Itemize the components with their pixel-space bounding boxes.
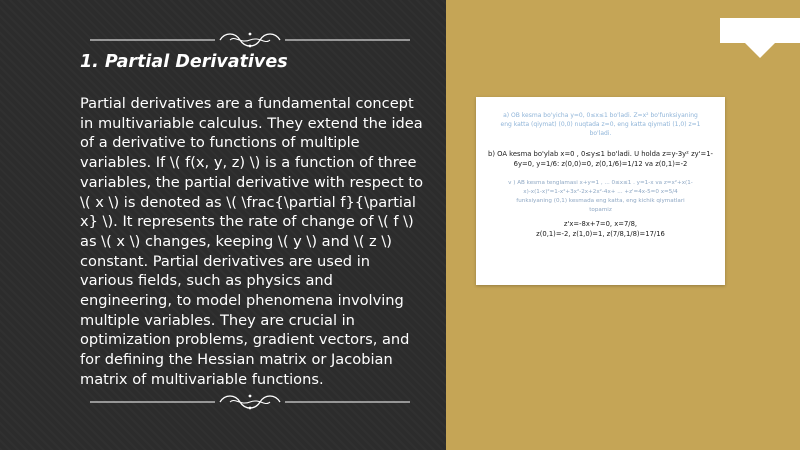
- image-text-line: a) OB kesma bo'yicha y=0, 0≤x≤1 bo'ladi. Z=x² bo'funksiyaning: [503, 112, 698, 119]
- slide-title: 1. Partial Derivatives: [80, 52, 288, 72]
- math-solution-image: [476, 97, 725, 285]
- slide-body-text: Partial derivatives are a fundamental concept in multivariable calculus. They extend the idea of a derivative to functions of multiple variables. If \( f(x, y, z) \) is a function of three variables, the partial derivative with respect to \( x \) is denoted as \( \frac{\partial f}{\partial x} \). It represents the rate of change of \( f \) as \( x \) changes, keeping \( y \) and \( z \) constant. Partial derivatives are used in various fields, such as physics and engineering, to model phenomena involving multiple variables. They are crucial in optimization problems, gradient vectors, and for defining the Hessian matrix or Jacobian matrix of multivariable functions.: [80, 95, 424, 388]
- image-text-line: eng katta (qiymat) (0,0) nuqtada z=0, eng katta qiymati (1,0) z=1: [500, 121, 701, 128]
- corner-tab-decoration: [720, 18, 800, 68]
- image-text-line: bo'ladi.: [589, 130, 612, 137]
- image-text-line: v ) AB kesma tenglamasi x+y=1 , ... 0≤x≤1 . y=1-x va z=x²+x(1-: [508, 180, 693, 186]
- image-text-line: funksiyaning (0,1) kesmada eng katta, eng kichik qiymatlari: [516, 198, 685, 204]
- top-ornament: [90, 30, 410, 50]
- image-text-line: z(0,1)=-2, z(1,0)=1, z(7/8,1/8)=17/16: [536, 230, 665, 238]
- image-text-line: z'x=-8x+7=0, x=7/8,: [563, 220, 638, 228]
- bottom-ornament: [90, 392, 410, 412]
- image-text-line: topamiz: [589, 207, 612, 213]
- image-text-line: x)-x(1-x)²=1-x²+3x²-2x+2x²-4x+ ... +z'=4x-5=0 x=5/4: [523, 189, 678, 195]
- image-text-line: 6y=0, y=1/6: z(0,0)=0, z(0,1/6)=1/12 va z(0,1)=-2: [513, 160, 688, 168]
- image-text-line: b) OA kesma bo'ylab x=0 , 0≤y≤1 bo'ladi. U holda z=y-3y² zy'=1-: [488, 150, 713, 158]
